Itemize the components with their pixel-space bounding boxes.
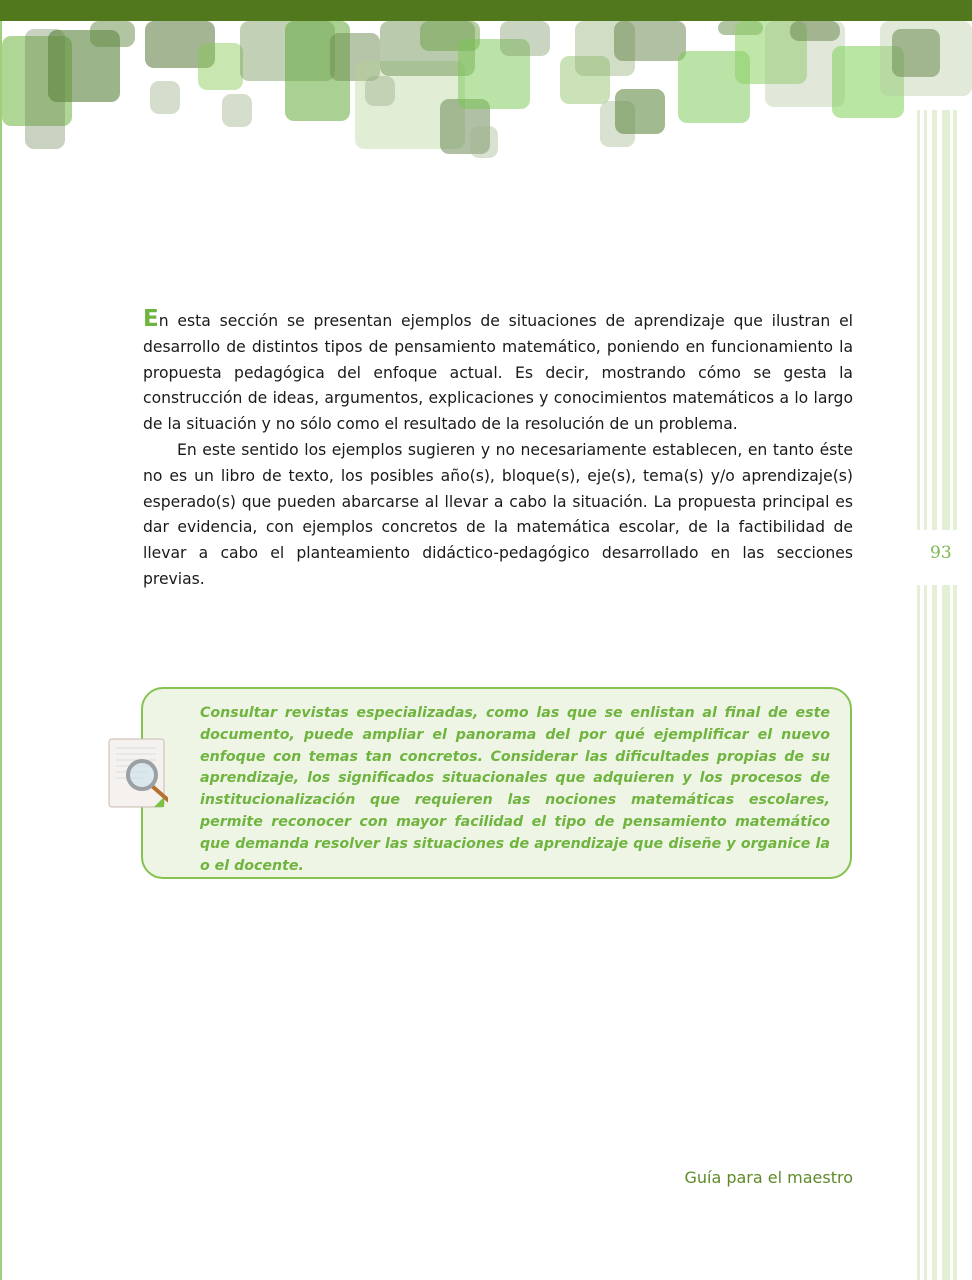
note-text: Consultar revistas especializadas, como las que se enlistan al final de este documento, puede ampliar el panorama del por qué ejemplificar el nuevo enfoque con temas tan concretos. Considerar las dificultades propias de su aprendizaje, los significados situacionales que adquieren y los procesos de institucionalización que requieren las nociones matemáticas escolares, permite reconocer con mayor facilidad el tipo de pensamiento matemático que demanda resolver las situaciones de aprendizaje que diseñe y organice la o el docente. <box>200 705 830 874</box>
side-stripes-bottom <box>915 585 960 1280</box>
header-bar <box>0 0 972 21</box>
paragraph-1-text: n esta sección se presentan ejemplos de situaciones de aprendizaje que ilustran el desarrollo de distintos tipos de pensamiento matemático, poniendo en funcionamiento la propuesta pedagógica del enfoque actual. Es decir, mostrando cómo se gesta la construcción de ideas, argumentos, explicaciones y conocimientos matemáticos a lo largo de la situación y no sólo como el resultado de la resolución de un problema. <box>143 312 853 434</box>
left-border <box>0 21 2 1280</box>
paragraph-2: En este sentido los ejemplos sugieren y no necesariamente establecen, en tanto éste no es un libro de texto, los posibles año(s), bloque(s), eje(s), tema(s) y/o aprendizaje(s) esperado(s) que pueden abarcarse al llevar a cabo la situación. La propuesta principal es dar evidencia, con ejemplos concretos de la matemática escolar, de la factibilidad de llevar a cabo el planteamiento didáctico-pedagógico desarrollado en las secciones previas. <box>143 440 853 588</box>
paragraph-1 <box>143 307 853 438</box>
footer-title: Guía para el maestro <box>684 1168 853 1187</box>
document-magnifier-icon <box>108 738 168 810</box>
header-decoration <box>0 21 972 161</box>
side-stripes-top <box>915 110 960 530</box>
intro-text <box>143 307 853 593</box>
drop-cap: E <box>143 306 159 332</box>
page-number: 93 <box>930 543 952 563</box>
